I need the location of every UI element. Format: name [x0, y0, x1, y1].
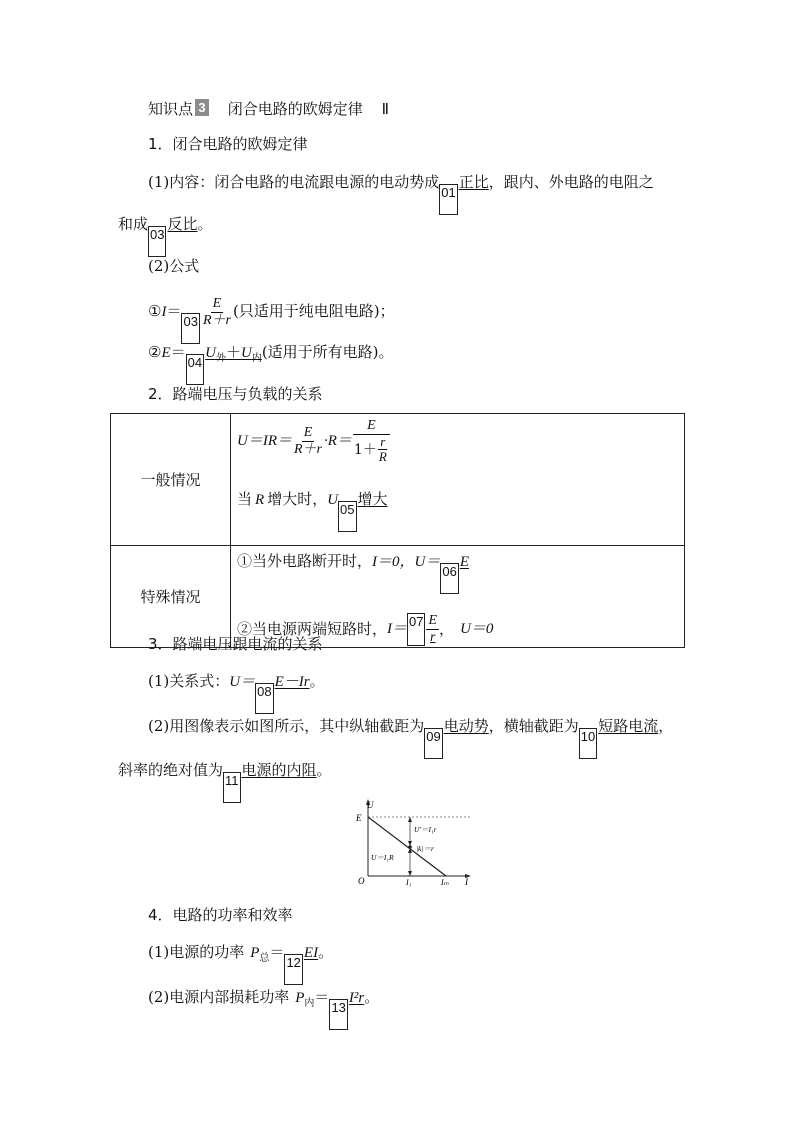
s1-content-line1: (1)内容：闭合电路的电流跟电源的电动势成01正比，跟内、外电路的电阻之: [148, 172, 654, 215]
blank-12: 12: [284, 954, 302, 985]
origin-label: O: [358, 876, 365, 886]
blank-11: 11: [223, 772, 241, 803]
special-short-circuit: ②当电源两端短路时， I＝ 07 $\frac{E}{r}$ ， U＝0: [237, 612, 494, 645]
lower-arrow-bottom-icon: [408, 871, 412, 876]
s2-heading: 2．路端电压与负载的关系: [148, 385, 323, 403]
answer-03a: 反比: [167, 215, 198, 233]
answer-10: 短路电流: [598, 717, 659, 735]
special-open-circuit: ①当外电路断开时，I＝0，U＝06E: [237, 551, 683, 594]
upper-arrow-top-icon: [408, 817, 412, 822]
answer-13: I²r: [348, 990, 365, 1006]
section-header: [148, 99, 389, 120]
s1-content-line2: 和成03反比。: [118, 214, 213, 257]
formula-1-fraction: $\frac{E}{R+r}$: [202, 295, 231, 328]
blank-06: 06: [440, 563, 458, 594]
blank-09: 09: [424, 728, 442, 759]
general-increase-line: 当 R 增大时，U05增大: [237, 489, 683, 532]
section-label: 知识点: [148, 100, 194, 118]
upper-segment-label: U′＝I₁r: [414, 825, 437, 834]
general-formula: U＝IR＝ $\frac{E}{R+r}$ ·R＝ E 1＋ $\frac{r}{R}$: [237, 415, 683, 467]
tick-i1-label: I₁: [406, 878, 412, 887]
s1-formula-heading: (2)公式: [148, 257, 200, 275]
tick-im-label: Iₘ: [441, 878, 449, 887]
table-row-special: [111, 546, 685, 648]
s3-relation: (1)关系式：U＝08E－Ir。: [148, 671, 325, 714]
intersection-point: [408, 845, 412, 849]
answer-06: E: [459, 554, 469, 570]
section-level: Ⅱ: [381, 102, 389, 118]
s3-heading: 3．路端电压跟电流的关系: [148, 635, 323, 653]
s3-graph-desc-line2: 斜率的绝对值为11电源的内阻。: [118, 760, 332, 803]
section-title: 闭合电路的欧姆定律: [227, 100, 363, 118]
blank-04: 04: [186, 354, 204, 385]
ui-graph: [350, 796, 480, 888]
blank-07: 07: [407, 613, 425, 646]
table-row-general: [111, 414, 685, 546]
blank-08: 08: [255, 683, 273, 714]
blank-03a: 03: [148, 226, 166, 257]
blank-03b: 03: [181, 313, 199, 344]
s4-heading: 4．电路的功率和效率: [148, 906, 293, 924]
y-axis-label: U: [367, 800, 374, 810]
s1-formula-2: $②E=04U_外+U_内$(适用于所有电路)。: [148, 342, 394, 385]
blank-05: 05: [338, 501, 356, 532]
answer-09: 电动势: [443, 717, 489, 735]
s4-internal-loss: (2)电源内部损耗功率 $P_内=13I^2r$。: [148, 987, 379, 1030]
s3-graph-desc-line1: (2)用图像表示如图所示，其中纵轴截距为09电动势，横轴截距为10短路电流，: [148, 716, 673, 759]
slope-label: |k|＝r: [416, 844, 434, 853]
answer-08: E－Ir: [274, 674, 310, 690]
row-head-general: 一般情况: [111, 414, 231, 546]
answer-12: EI: [303, 945, 319, 961]
blank-10: 10: [579, 728, 597, 759]
s4-total-power: (1)电源的功率 $P_总=12EI$。: [148, 942, 333, 985]
e-intercept-label: E: [356, 813, 362, 823]
load-relation-table: [110, 413, 685, 648]
blank-01: 01: [439, 184, 457, 215]
lower-segment-label: U＝I₁R: [371, 853, 394, 862]
s1-formula-1: ①I＝03 $\frac{E}{R+r}$ (只适用于纯电阻电路)；: [148, 291, 395, 331]
x-axis-label: I: [465, 877, 468, 887]
answer-07: $\frac{E}{r}$: [428, 612, 438, 645]
blank-13: 13: [329, 999, 347, 1030]
answer-11: 电源的内阻: [241, 761, 317, 779]
answer-05: 增大: [357, 490, 388, 508]
answer-01: 正比: [458, 173, 489, 191]
section-number-badge: 3: [195, 99, 209, 116]
answer-04: $U_外+U_内$: [205, 343, 262, 364]
row-head-special: 特殊情况: [111, 546, 231, 648]
s1-heading: 1．闭合电路的欧姆定律: [148, 135, 308, 153]
